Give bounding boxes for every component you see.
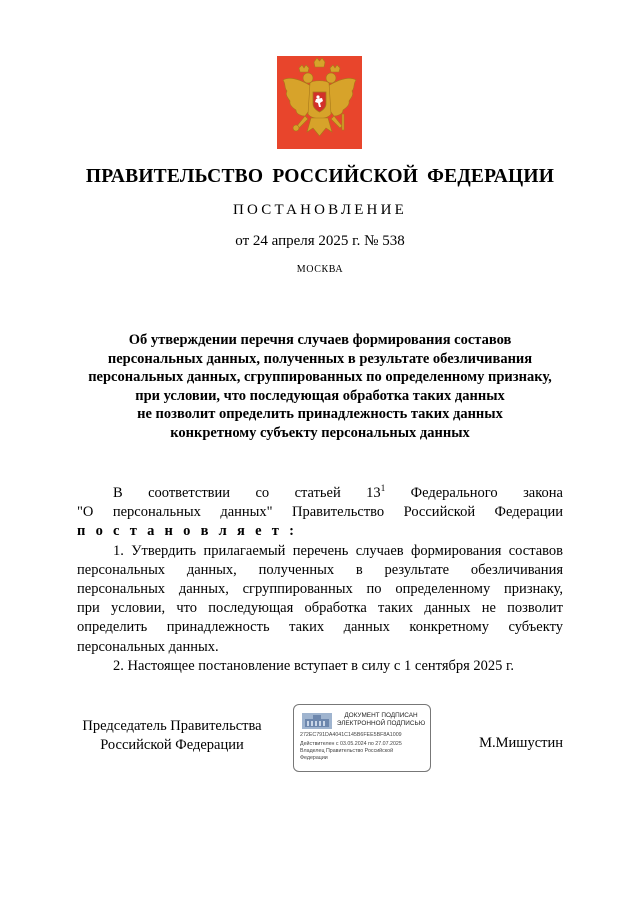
government-building-icon <box>302 713 332 729</box>
stamp-owner: Владелец Правительство Российской <box>300 748 394 754</box>
document-date-number: от 24 апреля 2025 г. № 538 <box>235 233 405 249</box>
clause-1-line: персональных данных. <box>77 638 219 655</box>
clause-1-line: 1. Утвердить прилагаемый перечень случаев формирования составов <box>113 542 563 559</box>
clause-2: 2. Настоящее постановление вступает в силу с 1 сентября 2025 г. <box>113 657 514 674</box>
subject-line: не позволит определить принадлежность таких данных <box>137 406 503 423</box>
resolves-keyword: п о с т а н о в л я е т : <box>77 523 298 540</box>
stamp-title: ДОКУМЕНТ ПОДПИСАН ЭЛЕКТРОННОЙ ПОДПИСЬЮ <box>336 712 426 727</box>
subject-line: конкретному субъекту персональных данных <box>170 424 470 441</box>
subject-line: персональных данных, сгруппированных по определенному признаку, <box>88 369 552 386</box>
document-city: МОСКВА <box>296 264 344 275</box>
preamble-line: В соответствии со статьей $13^1$ Федерального закона <box>113 483 563 501</box>
document-subject <box>70 331 570 443</box>
article-superscript: 1 <box>380 483 386 493</box>
preamble-line: "О персональных данных" Правительство Российской Федерации <box>77 504 563 521</box>
signatory-position: Председатель Правительства Российской Федерации <box>82 718 262 753</box>
stamp-certificate: 272EC791DA4041C145B6FEE5BF8A1009 <box>300 732 402 738</box>
signatory-name: М.Мишустин <box>479 735 563 751</box>
clause-1-line: при условии, что последующая обработка таких данных не позволит <box>77 600 563 617</box>
government-title: ПРАВИТЕЛЬСТВО РОССИЙСКОЙ ФЕДЕРАЦИИ <box>85 166 555 187</box>
document-body <box>77 484 563 676</box>
stamp-owner: Федерации <box>300 755 328 761</box>
coat-of-arms-icon <box>277 56 362 149</box>
document-type: ПОСТАНОВЛЕНИЕ <box>233 202 407 218</box>
subject-line: при условии, что последующая обработка таких данных <box>135 387 505 404</box>
clause-1-line: персональных данных, полученных в результате обезличивания <box>77 561 563 578</box>
subject-line: персональных данных, полученных в результате обезличивания <box>107 350 533 367</box>
electronic-signature-stamp <box>293 704 431 772</box>
stamp-validity: Действителен с 03.05.2024 по 27.07.2025 <box>300 741 402 747</box>
clause-1-line: персональных данных, сгруппированных по определенному признаку, <box>77 581 563 598</box>
clause-1-line: определить принадлежность таких данных конкретному субъекту <box>77 619 563 636</box>
subject-line: Об утверждении перечня случаев формирования составов <box>128 332 512 348</box>
